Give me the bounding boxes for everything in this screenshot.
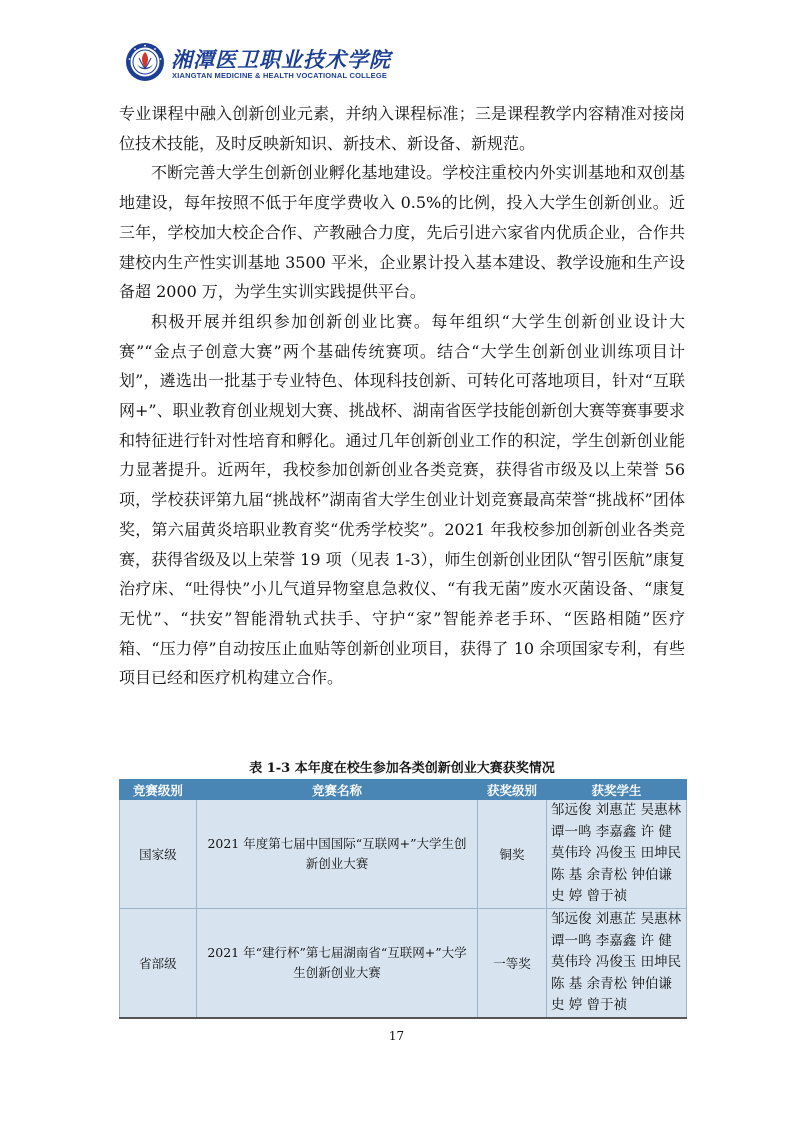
student-line: 谭一鸣 李嘉鑫 许 健 — [550, 823, 672, 840]
award-cell: 一等奖 — [478, 908, 547, 1017]
competition-cell: 2021 年度第七届中国国际“互联网+”大学生创新创业大赛 — [196, 800, 477, 909]
student-line: 史 婷 曾于祯 — [550, 997, 628, 1014]
student-line: 谭一鸣 李嘉鑫 许 健 — [550, 932, 672, 949]
page-header — [125, 42, 425, 88]
body-text — [119, 99, 685, 693]
level-cell: 省部级 — [120, 908, 197, 1017]
student-line: 莫伟玲 冯俊玉 田坤民 — [550, 845, 682, 862]
table-header-row — [120, 780, 687, 800]
competition-cell: 2021 年“建行杯”第七届湖南省“互联网+”大学生创新创业大赛 — [196, 908, 477, 1017]
header-award: 获奖级别 — [478, 780, 547, 800]
student-line: 陈 基 余青松 钟伯谦 — [550, 975, 672, 992]
table-row — [120, 908, 687, 1017]
student-line: 史 婷 曾于祯 — [550, 888, 628, 905]
header-competition: 竞赛名称 — [196, 780, 477, 800]
table-row — [120, 800, 687, 909]
paragraph: 专业课程中融入创新创业元素，并纳入课程标准；三是课程教学内容精准对接岗位技术技能，及时反映新知识、新技术、新设备、新规范。 — [119, 104, 685, 153]
school-name-cn: 湘潭医卫职业技术学院 — [171, 47, 391, 72]
student-line: 邹远俊 刘惠芷 吴惠林 — [550, 802, 682, 818]
student-line: 莫伟玲 冯俊玉 田坤民 — [550, 954, 682, 971]
college-seal-icon — [125, 42, 165, 82]
awards-table — [119, 779, 687, 1019]
award-cell: 铜奖 — [478, 800, 547, 909]
students-cell — [546, 800, 686, 909]
table-caption: 表 1-3 本年度在校生参加各类创新创业大赛获奖情况 — [249, 761, 555, 776]
paragraph: 不断完善大学生创新创业孵化基地建设。学校注重校内外实训基地和双创基地建设，每年按照不低于年度学费收入 0.5%的比例，投入大学生创新创业。近三年，学校加大校企合作、产教融合力度，先后引进六家省内优质企业，合作共建校内生产性实训基地 3500 平米，企业累计投入基本建设、教学设施和生产设备超 2000 万，为学生实训实践提供平台。 — [119, 163, 685, 302]
paragraph: 积极开展并组织参加创新创业比赛。每年组织“大学生创新创业设计大赛”“金点子创意大赛”两个基础传统赛项。结合“大学生创新创业训练项目计划”，遴选出一批基于专业特色、体现科技创新、可转化可落地项目，针对“互联网+”、职业教育创业规划大赛、挑战杯、湖南省医学技能创新创大赛等赛事要求和特征进行针对性培育和孵化。通过几年创新创业工作的积淀，学生创新创业能力显著提升。近两年，我校参加创新创业各类竞赛，获得省市级及以上荣誉 56 项，学校获评第九届“挑战杯”湖南省大学生创业计划竞赛最高荣誉“挑战杯”团体奖，第六届黄炎培职业教育奖“优秀学校奖”。2021 年我校参加创新创业各类竞赛，获得省级及以上荣誉 19 项（见表 1-3），师生创新创业团队“智引医航”康复治疗床、“吐得快”小儿气道异物窒息急救仪、“有我无菌”废水灭菌设备、“康复无忧”、“扶安”智能滑轨式扶手、守护“家”智能养老手环、“医路相随”医疗箱、“压力停”自动按压止血贴等创新创业项目，获得了 10 余项国家专利，有些项目已经和医疗机构建立合作。 — [119, 311, 685, 688]
header-students: 获奖学生 — [546, 780, 686, 800]
header-level: 竞赛级别 — [120, 780, 197, 800]
page-number: 17 — [388, 1029, 405, 1043]
student-line: 邹远俊 刘惠芷 吴惠林 — [550, 910, 682, 927]
students-cell — [546, 908, 686, 1017]
level-cell: 国家级 — [120, 800, 197, 909]
student-line: 陈 基 余青松 钟伯谦 — [550, 866, 672, 883]
school-name-en: XIANGTAN MEDICINE & HEALTH VOCATIONAL COLLEGE — [172, 71, 388, 80]
